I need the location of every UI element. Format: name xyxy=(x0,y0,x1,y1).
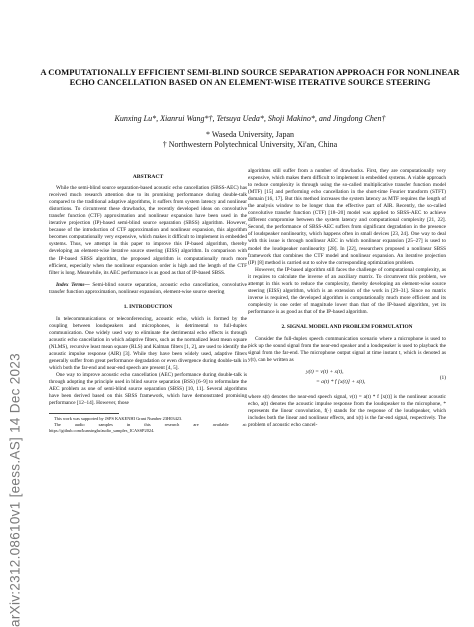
index-terms xyxy=(49,282,247,296)
audio-samples-footnote: The audio samples in this research are available at: https://github.com/kunxinglu/audio_samples_ICASSP2024. xyxy=(49,422,247,433)
intro-heading: 1. INTRODUCTION xyxy=(123,303,173,310)
left-column xyxy=(49,172,247,434)
index-terms-text: Semi-blind source separation, acoustic echo cancellation, convolutive transfer function approximation, nonlinear expansion, element-wise source steering xyxy=(49,281,247,295)
section-2-heading: 2. SIGNAL MODEL AND PROBLEM FORMULATION xyxy=(281,323,413,330)
right-column xyxy=(248,168,446,429)
affiliation-1: * Waseda University, Japan xyxy=(206,130,294,139)
intro-paragraph-1: In telecommunications or teleconferencing, acoustic echo, which is formed by the coupling between loudspeakers and microphones, is detrimental to full-duplex communication. One widely used way to eliminate the detrimental echo effects is through acoustic echo cancellation in which adaptive filters, such as the normalized least mean square (NLMS), recursive least mean square (RLS) and Kalman filters [1, 2], are used to identify the acoustic impulse response (AIR) [3]. While they have been widely used, adaptive filters generally suffer from great performance degradation or even divergence during double-talk in which both the far-end and near-end speech are present [4, 5]. xyxy=(49,315,247,372)
funding-footnote: This work was supported by JSPS KAKENHI Grant Number 23H03423. xyxy=(54,416,183,422)
right-paragraph-3: Consider the full-duplex speech communication scenario where a microphone is used to pick up the sound signal from the near-end speaker and a loudspeaker is used to playback the signal from the far-end. The microphone output signal at time instant t, which is denoted as y(t), can be written as xyxy=(248,336,446,364)
footnote-rule xyxy=(49,413,119,414)
right-paragraph-4: where s(t) denotes the near-end speech signal, v(t) = a(t) * f [x(t)] is the nonlinear acoustic echo, a(t) denotes the acoustic impulse response from the loudspeaker to the microphone, * represents the linear convolution, f(·) stands for the response of the loudspeaker, which includes both the linear and nonlinear effects, and x(t) is the far-end signal, respectively. The problem of acoustic echo cancel- xyxy=(248,394,446,429)
equation-1 xyxy=(248,368,446,390)
abstract-text: While the semi-blind source separation-based acoustic echo cancellation (SBSS-AEC) has received much research attention due to its promising performance during double-talk compared to the traditional adaptive algorithms, it suffers from system latency and nonlinear distortions. To circumvent these drawbacks, the recently developed ideas on convolutive transfer function (CTF) approximation and nonlinear expansion have been used in the iterative projection (IP)-based semi-blind source separation (SBSS) algorithm. However, because of the introduction of CTF approximation and nonlinear expansion, this algorithm becomes computationally very expensive, which makes it difficult to implement in embedded systems. Thus, we attempt in this paper to improve this IP-based algorithm, thereby developing an element-wise iterative source steering (EISS) algorithm. In comparison with the IP-based SBSS algorithm, the proposed algorithm is computationally much more efficient, especially when the nonlinear expansion order is high and the length of the CTF filter is long. Meanwhile, its AEC performance is as good as that of IP-based SBSS. xyxy=(49,185,247,276)
equation-1-line-2: = a(t) * f [x(t)] + s(t), xyxy=(316,379,366,386)
equation-1-number: (1) xyxy=(439,375,446,382)
equation-1-line-1: y(t) = v(t) + s(t), xyxy=(306,369,344,376)
author-list: Kunxing Lu*, Xianrui Wang*†, Tetsuya Ueda*, Shoji Makino*, and Jingdong Chen† xyxy=(114,114,386,123)
arxiv-identifier: arXiv:2312.08610v1 [eess.AS] 14 Dec 2023 xyxy=(7,353,23,627)
paper-title: A COMPUTATIONALLY EFFICIENT SEMI-BLIND SOURCE SEPARATION APPROACH FOR NONLINEAR ECHO CANCELLATION BASED ON AN ELEMENT-WISE ITERATIVE SOURCE STEERING xyxy=(40,67,460,87)
arxiv-watermark xyxy=(4,170,26,627)
abstract-heading: ABSTRACT xyxy=(132,174,164,180)
right-paragraph-1: algorithms still suffer from a number of drawbacks. First, they are computationally very expensive, which makes them difficult to implement in embedded systems. A viable approach to reduce complexity is through using the so-called multiplicative transfer function model (MTF) [15] and performing echo cancellation in the short-time Fourier transform (STFT) domain [16, 17]. But this method increases the system latency as MTF requires the length of the analysis window to be longer than the effective part of AIR. Recently, the so-called convolutive transfer function (CTF) [18–20] model was applied to SBSS-AEC to achieve different compromise between the system latency and computational complexity [21, 22]. Second, the performance of SBSS-AEC suffers from significant degradation in the presence of loudspeaker nonlinearity, which happens often in small devices [23, 24]. One way to deal with this issue is through nonlinear AEC in which nonlinear expansion [25–27] is used to model the loudspeaker nonlinearity [28]. In [22], researchers proposed a nonlinear SBSS framework that combines the CTF model and nonlinear expansion. An iterative projection (IP) [8] method is carried out to solve the corresponding optimization problem. xyxy=(248,168,446,266)
index-terms-label: Index Terms— xyxy=(56,281,90,288)
intro-paragraph-2: One way to improve acoustic echo cancellation (AEC) performance during double-talk is through adopting the principle used in blind source separation (BSS) [6–9] to reformulate the AEC problem as one of semi-blind source separation (SBSS) [10, 11]. Several algorithms have been derived based on this SBSS framework, which have demonstrated promising performance [12–14]. However, those xyxy=(49,372,247,407)
right-paragraph-2: However, the IP-based algorithm still faces the challenge of computational complexity, as it requires to calculate the inverse of an auxiliary matrix. To circumvent this problem, we attempt in this work to reduce the complexity, thereby developing an element-wise source steering (EISS) algorithm, which is an extension of the work in [29–31]. Since no matrix inverse is required, the developed algorithm is computationally much more efficient and its complexity is one order of magnitude lower than that of the IP-based algorithm, yet its performance is as good as that of the IP-based algorithm. xyxy=(248,266,446,315)
affiliation-2: † Northwestern Polytechnical University, Xi'an, China xyxy=(162,140,338,149)
